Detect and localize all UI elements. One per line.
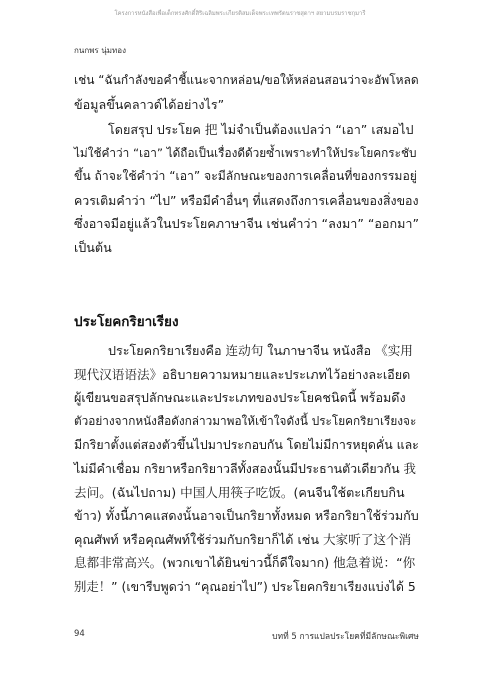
text-line: 现代汉语语法》อธิบายความหมายและประเภทไว้อย่างละเอียด bbox=[74, 366, 411, 382]
text-line: ขึ้น ถ้าจะใช้คำว่า “เอา” จะมีลักษณะของการเคลื่อนที่ของกรรมอยู่ bbox=[74, 169, 417, 184]
text-line: ควรเติมคำว่า “ไป” หรือมีคำอื่นๆ ที่แสดงถึงการเคลื่อนของสิ่งของ bbox=[74, 192, 419, 208]
text-line: เช่น “ฉันกำลังขอคำชี้แนะจากหล่อน/ขอให้หล่อนสอนว่าจะอัพโหลด bbox=[74, 73, 419, 87]
text-line: ผู้เขียนขอสรุปลักษณะและประเภทของประโยคชนิดนี้ พร้อมดึง bbox=[74, 390, 406, 406]
paragraph-2 bbox=[74, 118, 419, 260]
text-line: ไม่มีคำเชื่อม กริยาหรือกริยาวลีทั้งสองนั้นมีประธานตัวเดียวกัน 我 bbox=[74, 460, 416, 476]
text-line: เป็นต้น bbox=[74, 239, 112, 255]
paragraph-3 bbox=[74, 339, 419, 599]
paragraph-1 bbox=[74, 69, 419, 116]
text-line: ไม่ใช้คำว่า “เอา” ได้ถือเป็นเรื่องดีด้วยซ้ำเพราะทำให้ประโยคกระชับ bbox=[74, 145, 417, 160]
text-line: มีกริยาตั้งแต่สองตัวขึ้นไปมาประกอบกัน โดยไม่มีการหยุดคั่น และ bbox=[74, 437, 419, 453]
text-line: 息都非常高兴。(พวกเขาได้ยินข่าวนี้ก็ดีใจมาก) 他急着说：“你 bbox=[74, 555, 416, 571]
text-line: คุณศัพท์ หรือคุณศัพท์ใช้ร่วมกับกริยาก็ได้ เช่น 大家听了这个消 bbox=[74, 531, 412, 547]
section-heading: ประโยคกริยาเรียง bbox=[74, 314, 179, 330]
chapter-title: บทที่ 5 การแปลประโยคที่มีลักษณะพิเศษ bbox=[272, 632, 419, 642]
running-header: โครงการหนังสือเพื่อเด็กทรงศักดิ์สิริเฉลิมพระเกียรติสมเด็จพระเทพรัตนราชสุดาฯ สยามบรมราชกุมารี bbox=[114, 11, 366, 17]
text-line: โดยสรุป ประโยค 把 ไม่จำเป็นต้องแปลว่า “เอา” เสมอไป bbox=[108, 122, 414, 137]
text-line: ข้อมูลขึ้นคลาวด์ได้อย่างไร” bbox=[74, 96, 225, 112]
author-name: กนกพร นุ่มทอง bbox=[74, 46, 126, 55]
text-line: ประโยคกริยาเรียงคือ 连动句 ในภาษาจีน หนังสือ 《实用 bbox=[108, 343, 413, 358]
text-line: 别走！” (เขารีบพูดว่า “คุณอย่าไป”) ประโยคกริยาเรียงแบ่งได้ 5 bbox=[74, 578, 416, 594]
text-line: 去问。(ฉันไปถาม) 中国人用筷子吃饭。(คนจีนใช้ตะเกียบกิน bbox=[74, 484, 405, 500]
page-number: 94 bbox=[74, 629, 85, 639]
text-line: ตัวอย่างจากหนังสือดังกล่าวมาพอให้เข้าใจดังนี้ ประโยคกริยาเรียงจะ bbox=[74, 413, 417, 428]
text-line: ซึ่งอาจมีอยู่แล้วในประโยคภาษาจีน เช่นคำว่า “ลงมา” “ออกมา” bbox=[74, 216, 420, 232]
text-line: ข้าว) ทั้งนี้ภาคแสดงนั้นอาจเป็นกริยาทั้งหมด หรือกริยาใช้ร่วมกับ bbox=[74, 508, 419, 524]
